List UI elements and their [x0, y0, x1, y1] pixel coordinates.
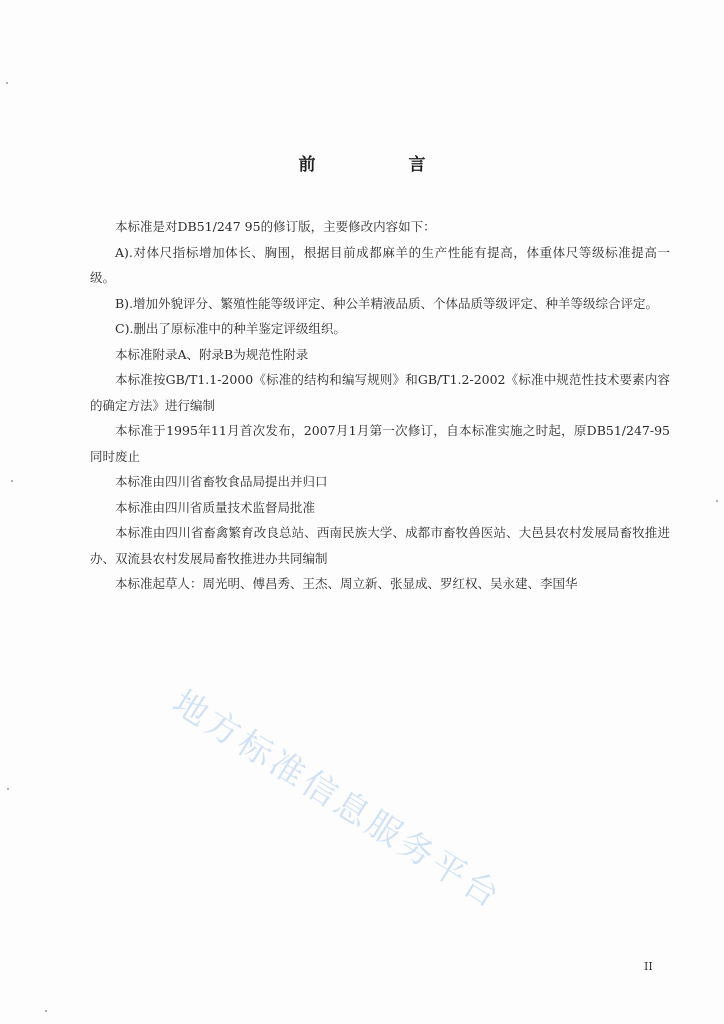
- scan-speck: [7, 788, 9, 790]
- paragraph-history: 本标准于1995年11月首次发布，2007月1月第一次修订，自本标准实施之时起，原DB51/247-95同时废止: [90, 423, 670, 464]
- page-title: 前 言: [298, 155, 464, 175]
- scan-speck: [11, 480, 13, 482]
- scan-speck: [716, 500, 718, 502]
- paragraph-intro: 本标准是对DB51/247 95的修订版，主要修改内容如下：: [115, 219, 436, 234]
- paragraph-proposed-by: 本标准由四川省畜牧食品局提出并归口: [115, 474, 328, 489]
- watermark: 地方标准信息服务平台: [165, 682, 510, 918]
- page-number: II: [644, 960, 653, 973]
- paragraph-appendix: 本标准附录A、附录B为规范性附录: [115, 346, 309, 362]
- paragraph-approved-by: 本标准由四川省质量技术监督局批准: [115, 499, 316, 515]
- scan-speck: [45, 1010, 47, 1012]
- paragraph-change-a: A).对体尺指标增加体长、胸围，根据目前成都麻羊的生产性能有提高，体重体尺等级标准提高一级。: [90, 244, 670, 285]
- paragraph-drafted-by-units: 本标准由四川省畜禽繁育改良总站、西南民族大学、成都市畜牧兽医站、大邑县农村发展局畜牧推进办、双流县农村发展局畜牧推进办共同编制: [90, 525, 670, 566]
- paragraph-change-b: B).增加外貌评分、繁殖性能等级评定、种公羊精液品质、个体品质等级评定、种羊等级综合评定。: [115, 295, 659, 311]
- paragraph-drafters: 本标准起草人：周光明、傅昌秀、王杰、周立新、张显成、罗红权、吴永建、李国华: [115, 576, 578, 591]
- paragraph-drafting-rules: 本标准按GB/T1.1-2000《标准的结构和编写规则》和GB/T1.2-2002《标准中规范性技术要素内容的确定方法》进行编制: [90, 372, 670, 413]
- paragraph-change-c: C).删出了原标准中的种羊鉴定评级组织。: [115, 321, 346, 336]
- scan-speck: [6, 82, 8, 84]
- foreword-body: [90, 214, 670, 597]
